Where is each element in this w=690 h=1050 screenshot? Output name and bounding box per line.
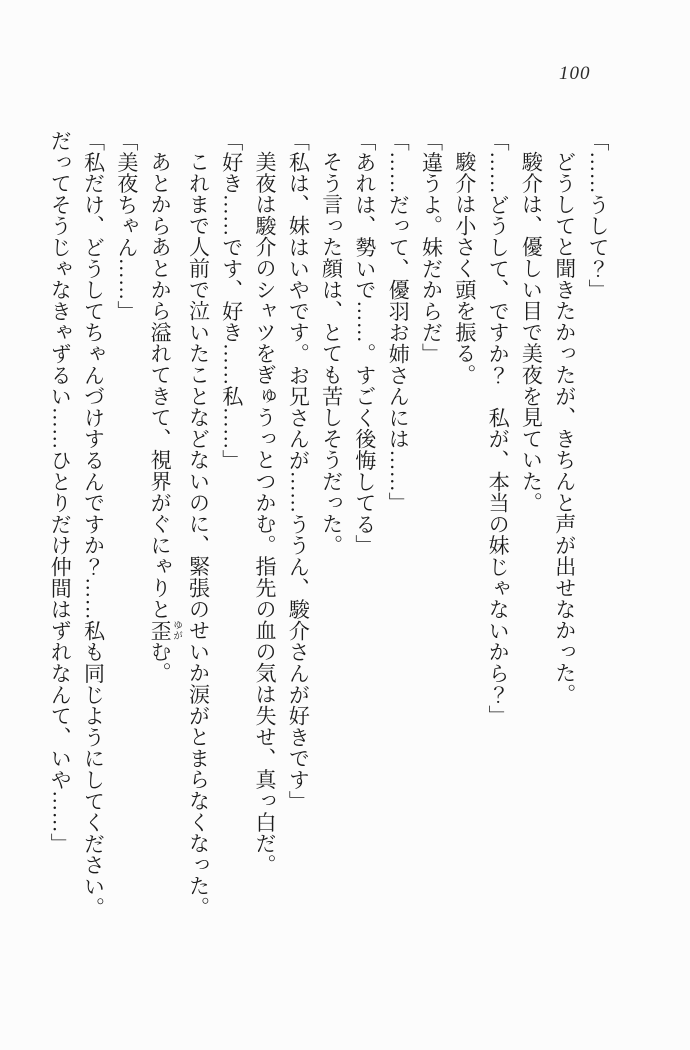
paragraph: これまで人前で泣いたことなどないのに、緊張のせいか涙がとまらなくなった。 [186, 151, 211, 918]
paragraph: 「好き……です、好き……私……」 [219, 130, 244, 471]
paragraph: 「私だけ、どうしてちゃんづけするんですか？……私も同じようにしてください。だってそうじゃなきゃずるい……ひとりだけ仲間はずれなんて、いや……」 [48, 130, 106, 919]
paragraph: 「美夜ちゃん……」 [114, 130, 139, 322]
paragraph: 「違うよ。妹だからだ」 [419, 130, 444, 365]
furigana-ruby: 歪 ゆが [148, 619, 182, 641]
paragraph: 「……どうして、ですか？ 私が、本当の妹じゃないから？」 [486, 130, 511, 727]
paragraph: 「私は、妹はいやです。お兄さんが……ううん、駿介さんが好きです」 [286, 130, 311, 812]
paragraph: 駿介は小さく頭を振る。 [452, 151, 477, 386]
paragraph: そう言った顔は、とても苦しそうだった。 [319, 151, 344, 556]
paragraph: 美夜は駿介のシャツをぎゅうっとつかむ。指先の血の気は失せ、真っ白だ。 [253, 151, 278, 876]
text-body [43, 130, 614, 938]
paragraph: 駿介は、優しい目で美夜を見ていた。 [519, 151, 544, 514]
paragraph: 「……だって、優羽お姉さんには……」 [386, 130, 411, 514]
paragraph: 「あれは、勢いで……。すごく後悔してる」 [352, 130, 377, 556]
page-number: 100 [559, 63, 591, 84]
paragraph: あとからあとから溢れてきて、視界がぐにゃりと歪 ゆがむ。 [148, 151, 182, 684]
paragraph: 「……うして？」 [586, 130, 610, 301]
paragraph: どうしてと聞きたかったが、きちんと声が出せなかった。 [552, 151, 577, 705]
